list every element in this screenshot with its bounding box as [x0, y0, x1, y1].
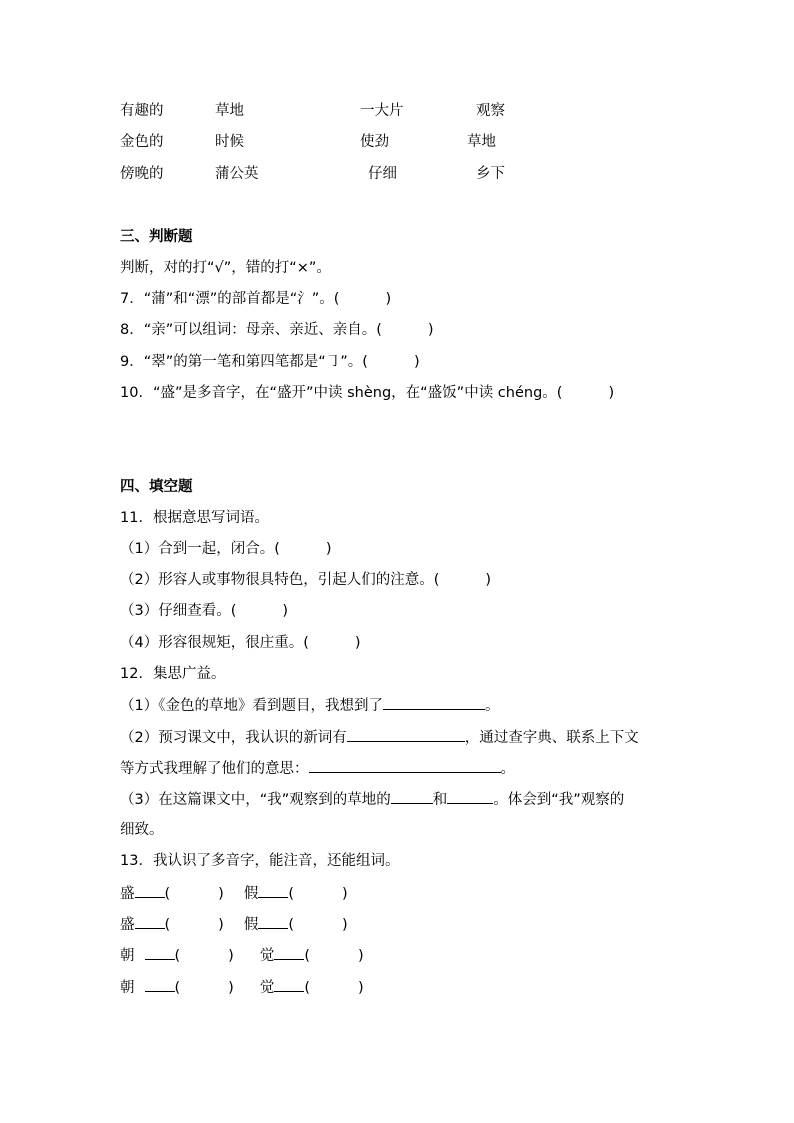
paren-close: ) — [218, 886, 224, 902]
question-text: （4）形容很规矩，很庄重。( — [120, 635, 309, 651]
question-text: 7．“蒲”和“漂”的部首都是“氵”。( — [120, 291, 340, 307]
paren-open: ( — [304, 948, 311, 964]
character: 觉 — [259, 948, 275, 964]
question-text: 和 — [432, 792, 448, 808]
paren-close: ) — [218, 917, 224, 933]
pinyin-blank[interactable] — [258, 914, 288, 929]
question-7 — [120, 289, 391, 309]
match-word: 时候 — [215, 134, 244, 150]
paren-close: ) — [325, 541, 332, 557]
question-12-3 — [120, 789, 624, 810]
match-word: 一大片 — [360, 103, 404, 119]
paren-open: ( — [164, 917, 171, 933]
fill-blank[interactable] — [391, 789, 433, 804]
pinyin-blank[interactable] — [258, 883, 288, 898]
paren-close: ) — [608, 385, 615, 401]
question-12-2-cont — [120, 758, 515, 779]
paren-close: ) — [228, 980, 234, 996]
character: 盛 — [120, 917, 135, 933]
question-text: （1）《金色的草地》看到题目，我想到了 — [120, 698, 383, 714]
question-8 — [120, 320, 434, 340]
paren-close: ) — [342, 886, 348, 902]
question-9 — [120, 352, 420, 372]
question-12: 12．集思广益。 — [120, 666, 226, 682]
pinyin-blank[interactable] — [145, 977, 175, 992]
paren-close: ) — [385, 291, 392, 307]
fill-blank[interactable] — [347, 727, 465, 742]
match-word: 乡下 — [476, 166, 505, 182]
paren-close: ) — [485, 572, 492, 588]
question-12-3-cont: 细致。 — [120, 822, 164, 838]
paren-open: ( — [164, 886, 171, 902]
question-text: （3）仔细查看。( — [120, 603, 237, 619]
question-text: 等方式我理解了他们的意思： — [120, 761, 309, 777]
paren-open: ( — [288, 917, 295, 933]
character: 觉 — [259, 980, 275, 996]
question-text: 。 — [500, 761, 515, 777]
paren-open: ( — [174, 980, 181, 996]
character: 假 — [243, 886, 259, 902]
polyphone-row — [120, 914, 348, 935]
section-title: 四、填空题 — [120, 479, 193, 495]
paren-close: ) — [358, 948, 364, 964]
section-title: 三、判断题 — [120, 229, 193, 245]
paren-close: ) — [342, 917, 348, 933]
paren-close: ) — [228, 948, 234, 964]
match-word: 草地 — [467, 134, 496, 150]
question-text: 8．“亲”可以组词：母亲、亲近、亲自。( — [120, 322, 382, 338]
question-text: （2）预习课文中，我认识的新词有 — [120, 730, 347, 746]
match-word: 有趣的 — [120, 103, 164, 119]
pinyin-blank[interactable] — [274, 945, 304, 960]
question-text: （1）合到一起，闭合。( — [120, 541, 280, 557]
question-text: 10．“盛”是多音字，在“盛开”中读 shèng，在“盛饭”中读 chéng。( — [120, 385, 563, 401]
paren-open: ( — [288, 886, 295, 902]
instructions: 判断，对的打“√”，错的打“×”。 — [120, 260, 331, 276]
match-word: 草地 — [215, 103, 244, 119]
polyphone-row — [120, 945, 364, 966]
polyphone-row — [120, 977, 364, 998]
question-12-2 — [120, 727, 639, 748]
question-text: 9．“翠”的第一笔和第四笔都是“㇆”。( — [120, 354, 368, 370]
polyphone-row — [120, 883, 348, 904]
match-word: 金色的 — [120, 134, 164, 150]
paren-close: ) — [413, 354, 420, 370]
question-text: （3）在这篇课文中，“我”观察到的草地的 — [120, 792, 391, 808]
match-word: 傍晚的 — [120, 166, 164, 182]
pinyin-blank[interactable] — [135, 914, 165, 929]
question-text: 。体会到“我”观察的 — [493, 792, 625, 808]
question-text: 。 — [484, 698, 500, 714]
question-10 — [120, 383, 614, 403]
question-13: 13．我认识了多音字，能注音，还能组词。 — [120, 853, 400, 869]
character: 朝 — [120, 980, 135, 996]
pinyin-blank[interactable] — [135, 883, 165, 898]
question-12-1 — [120, 695, 499, 716]
paren-open: ( — [304, 980, 311, 996]
paren-close: ) — [354, 635, 361, 651]
question-11-2 — [120, 570, 491, 590]
question-11-4 — [120, 633, 361, 653]
character: 朝 — [120, 948, 135, 964]
match-word: 蒲公英 — [215, 166, 259, 182]
paren-close: ) — [427, 322, 434, 338]
question-text: （2）形容人或事物很具特色，引起人们的注意。( — [120, 572, 440, 588]
paren-close: ) — [282, 603, 289, 619]
question-text: ，通过查字典、联系上下文 — [464, 730, 639, 746]
fill-blank[interactable] — [309, 758, 501, 773]
question-11-1 — [120, 539, 332, 559]
paren-close: ) — [358, 980, 364, 996]
question-11-3 — [120, 601, 288, 621]
paren-open: ( — [174, 948, 181, 964]
fill-blank[interactable] — [383, 695, 485, 710]
match-word: 观察 — [476, 103, 505, 119]
match-word: 使劲 — [360, 134, 389, 150]
match-word: 仔细 — [368, 166, 397, 182]
fill-blank[interactable] — [447, 789, 493, 804]
question-11: 11．根据意思写词语。 — [120, 510, 269, 526]
pinyin-blank[interactable] — [145, 945, 175, 960]
pinyin-blank[interactable] — [274, 977, 304, 992]
character: 盛 — [120, 886, 135, 902]
character: 假 — [243, 917, 259, 933]
